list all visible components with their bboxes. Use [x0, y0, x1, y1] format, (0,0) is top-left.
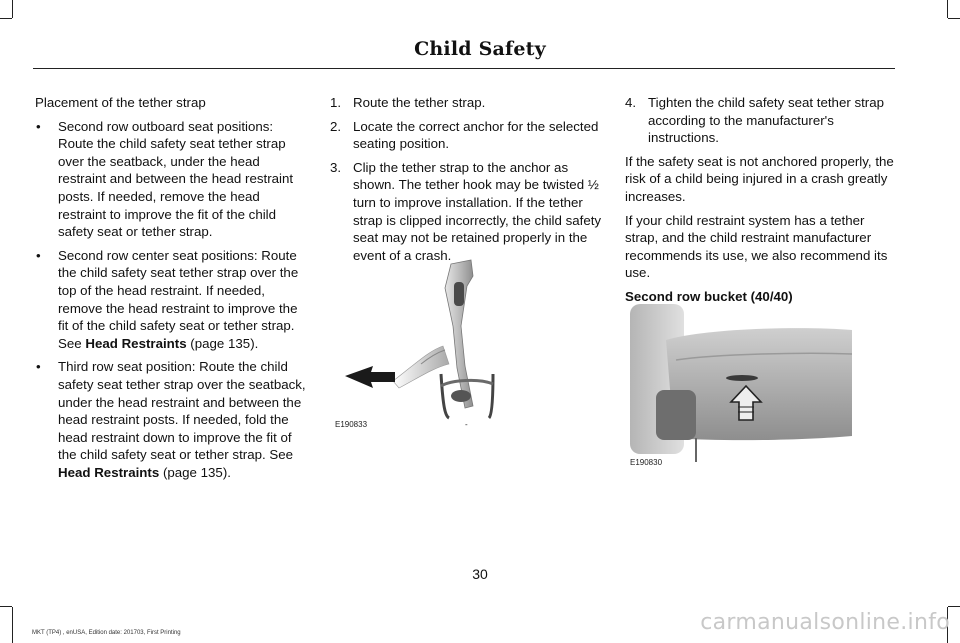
- warning-paragraph: If the safety seat is not anchored properly, the risk of a child being injured in a crash greatly increases.: [625, 153, 894, 204]
- column-left: [35, 94, 307, 487]
- crop-mark-top-right-v: [947, 0, 948, 18]
- recommendation-paragraph: If your child restraint system has a tether strap, and the child restraint manufacturer recommends its use, we also recommend its use.: [625, 212, 888, 281]
- head-restraints-link[interactable]: Head Restraints: [58, 464, 160, 480]
- list-item: [330, 159, 603, 265]
- tether-hook-figure: [333, 256, 508, 436]
- column-right: [625, 94, 897, 312]
- step-number: 4.: [625, 95, 637, 110]
- bullet-text: Third row seat position: Route the child safety seat tether strap over the seatback, under the head restraint and between the head restraint posts. If needed, fold the head restraint down to improve the fit of the child safety seat or tether strap. See: [58, 359, 306, 463]
- figure-code: E190830: [630, 458, 663, 467]
- tether-steps-list: [330, 94, 603, 264]
- head-restraints-link[interactable]: Head Restraints: [85, 335, 187, 351]
- page-title: Child Safety: [414, 38, 546, 60]
- bullet-text: Second row outboard seat positions: Route the child safety seat tether strap over the seatback, under the head restraint and between the head restraint posts. If needed, remove the head restraint to improve the fit of the child safety seat or tether strap.: [58, 118, 294, 240]
- anchor-arrow-illustration-icon: [626, 300, 854, 468]
- crop-mark-bottom-left-v: [12, 607, 13, 643]
- page-ref: (page 135).: [186, 335, 259, 351]
- subheading-text: Second row bucket (40/40): [625, 288, 793, 304]
- page-ref: (page 135).: [159, 464, 231, 480]
- footer-edition-info: MKT (TP4) , enUSA, Edition date: 201703, First Printing: [32, 630, 181, 636]
- tether-placement-intro: Placement of the tether strap: [35, 95, 206, 110]
- figure-dash: -: [465, 420, 468, 429]
- anchor-figure: [626, 300, 854, 468]
- page-number: 30: [472, 566, 488, 582]
- bullet-text: Second row center seat positions: Route the child safety seat tether strap over the top of the head restraint. If needed, remove the head restraint to improve the fit of the child safety seat or tether strap. See: [58, 247, 299, 351]
- step-text: Locate the correct anchor for the selected seating position.: [353, 118, 599, 152]
- crop-mark-bottom-right-h: [948, 606, 960, 607]
- column-middle: [330, 94, 603, 270]
- step-text: Clip the tether strap to the anchor as shown. The tether hook may be twisted ½ turn to improve installation. If the tether strap is clipped incorrectly, the child safety seat may not be retained properly in the event of a crash.: [353, 159, 602, 263]
- crop-mark-top-right-h: [948, 18, 960, 19]
- step-number: 1.: [330, 95, 342, 110]
- watermark-text: carmanualsonline.info: [700, 610, 950, 635]
- crop-mark-top-left-v: [12, 0, 13, 18]
- step-number: 2.: [330, 118, 342, 134]
- list-item: [330, 118, 603, 153]
- crop-mark-top-left-h: [0, 18, 12, 19]
- tether-hook-illustration-icon: [333, 256, 508, 436]
- list-item: [35, 358, 307, 481]
- bullet-marker: •: [36, 247, 41, 263]
- list-item: [35, 247, 307, 353]
- step-number: 3.: [330, 159, 342, 175]
- tighten-step-list: [625, 94, 897, 147]
- crop-mark-bottom-left-h: [0, 606, 12, 607]
- bullet-marker: •: [36, 118, 41, 134]
- step-text: Tighten the child safety seat tether strap according to the manufacturer's instructions.: [648, 95, 885, 146]
- placement-bullet-list: [35, 118, 307, 482]
- step-text: Route the tether strap.: [353, 95, 486, 110]
- bullet-marker: •: [36, 359, 41, 375]
- figure-code: E190833: [335, 420, 368, 429]
- list-item: [35, 118, 307, 241]
- list-item: [625, 94, 897, 147]
- list-item: [330, 94, 603, 112]
- header-rule: [33, 68, 895, 69]
